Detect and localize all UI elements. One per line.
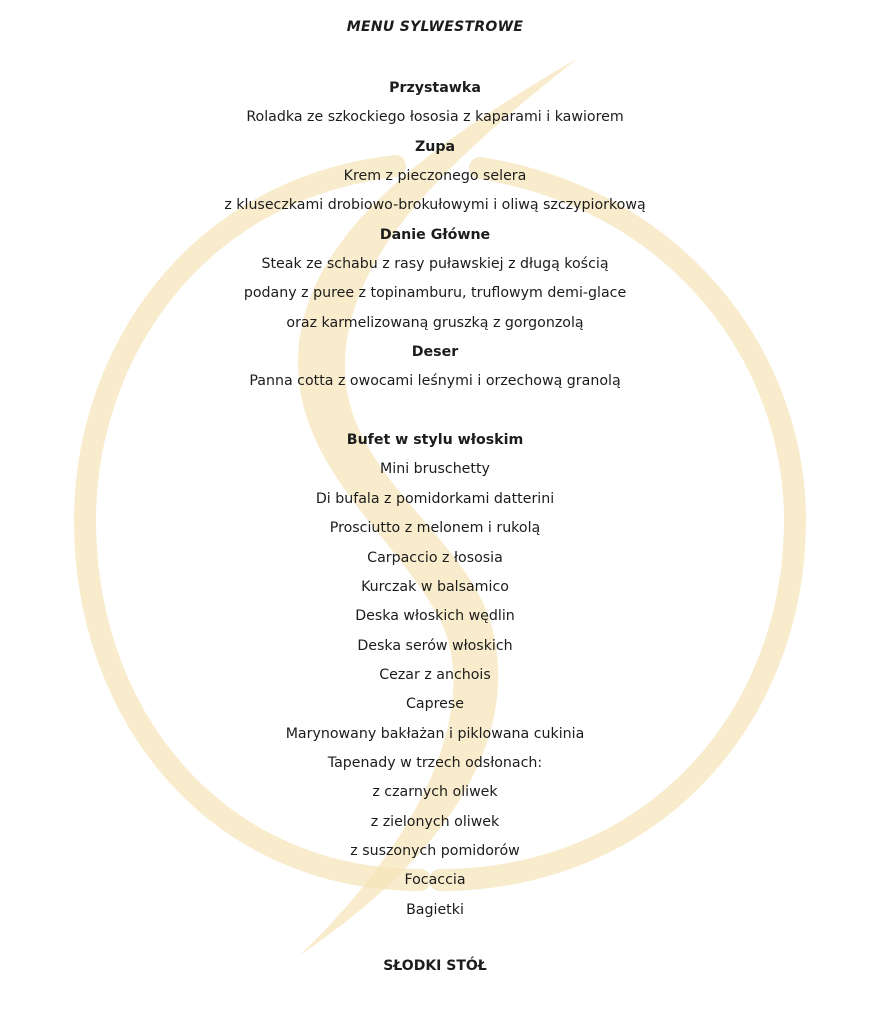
buffet-item: Focaccia: [404, 872, 466, 889]
section-heading-soup: Zupa: [414, 138, 456, 155]
menu-list: [0, 74, 870, 925]
buffet-item: Bagietki: [406, 901, 464, 918]
buffet-item: z suszonych pomidorów: [350, 842, 520, 859]
section-heading-main: Danie Główne: [379, 226, 491, 243]
buffet-item: Mini bruschetty: [380, 461, 490, 478]
section-heading-starter: Przystawka: [389, 80, 481, 96]
menu-item: Panna cotta z owocami leśnymi i orzechową granolą: [249, 373, 621, 390]
menu-item: z kluseczkami drobiowo-brokułowymi i oliwą szczypiorkową: [224, 197, 646, 214]
section-heading-sweet-table: SŁODKI STÓŁ: [383, 958, 487, 974]
buffet-item: Deska serów włoskich: [357, 637, 513, 654]
buffet-item: Carpaccio z łososia: [367, 549, 503, 566]
menu-item: podany z puree z topinamburu, truflowym demi-glace: [243, 285, 627, 302]
buffet-item: Caprese: [406, 696, 464, 713]
buffet-item: Prosciutto z melonem i rukolą: [329, 520, 541, 537]
menu-item: Steak ze schabu z rasy puławskiej z długą kością: [261, 256, 609, 273]
menu-title: MENU SYLWESTROWE: [346, 19, 524, 35]
buffet-item: z zielonych oliwek: [370, 813, 500, 830]
buffet-item: Tapenady w trzech odsłonach:: [327, 754, 543, 771]
menu-item: Roladka ze szkockiego łososia z kaparami i kawiorem: [246, 109, 624, 126]
buffet-item: Cezar z anchois: [379, 666, 491, 683]
menu-item: Krem z pieczonego selera: [343, 168, 527, 185]
buffet-item: Marynowany bakłażan i piklowana cukinia: [285, 725, 585, 742]
menu-item: oraz karmelizowaną gruszką z gorgonzolą: [286, 314, 584, 331]
buffet-item: z czarnych oliwek: [372, 784, 498, 801]
buffet-item: Di bufala z pomidorkami datterini: [315, 490, 555, 507]
section-heading-dessert: Deser: [411, 344, 459, 361]
buffet-item: Kurczak w balsamico: [361, 578, 509, 595]
section-heading-buffet: Bufet w stylu włoskim: [346, 432, 524, 449]
buffet-item: Deska włoskich wędlin: [355, 608, 515, 625]
